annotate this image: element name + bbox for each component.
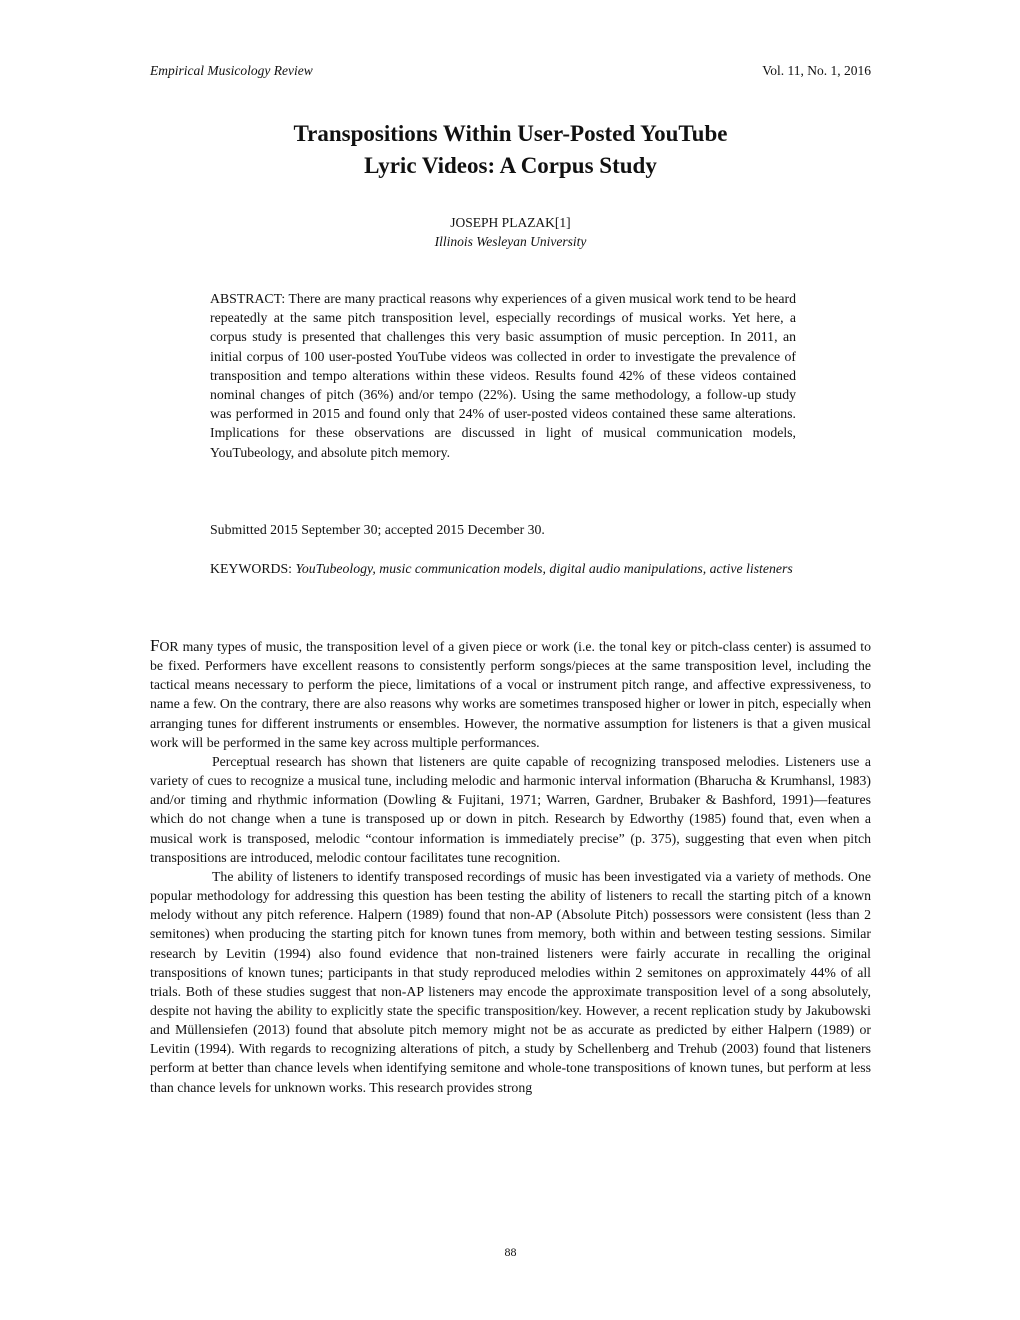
author-name: JOSEPH PLAZAK[1] <box>450 215 571 230</box>
keywords-list: YouTubeology, music communication models, digital audio manipulations, active listeners <box>295 561 793 576</box>
title-line-1: Transpositions Within User-Posted YouTube <box>293 121 728 146</box>
title-line-2: Lyric Videos: A Corpus Study <box>364 153 657 178</box>
submission-dates: Submitted 2015 September 30; accepted 2015 December 30. <box>210 522 545 537</box>
paper-title <box>150 118 871 182</box>
abstract: ABSTRACT: There are many practical reasons why experiences of a given musical work tend to be heard repeatedly at the same pitch transposition level, especially recordings of musical works. Yet here, a corpus study is presented that challenges this very basic assumption of music perception. In 2011, an initial corpus of 100 user-posted YouTube videos was collected in order to investigate the prevalence of transposition and tempo alterations within these videos. Results found 42% of these videos contained nominal changes of pitch (36%) and/or tempo (22%). Using the same methodology, a follow-up study was performed in 2015 and found only that 24% of user-posted videos contained these same alterations. Implications for these observations are discussed in light of musical communication models, YouTubeology, and absolute pitch memory. <box>210 291 796 460</box>
paragraph-1-text: OR many types of music, the transposition level of a given piece or work (i.e. the tonal key or pitch-class center) is assumed to be fixed. Performers have excellent reasons to consistently perform songs/pieces at the same transposition level, including the tactical means necessary to perform the piece, limitations of a vocal or instrument pitch range, and affective expressiveness, to name a few. On the contrary, there are also reasons why works are sometimes transposed higher or lower in pitch, especially when arranging tunes for different instruments or ensembles. However, the normative assumption for listeners is that a given musical work will be performed in the same key across multiple performances. <box>150 639 871 750</box>
paragraph-2: Perceptual research has shown that listeners are quite capable of recognizing transposed melodies. Listeners use a variety of cues to recognize a musical tune, including melodic and harmonic interval information (Bharucha & Krumhansl, 1983) and/or timing and rhythmic information (Dowling & Fujitani, 1971; Warren, Gardner, Brubaker & Bashford, 1991)—features which do not change when a tune is transposed up or down in pitch. Research by Edworthy (1985) found that, even when a musical work is transposed, melodic “contour information is immediately precise” (p. 375), suggesting that even when pitch transpositions are introduced, melodic contour facilitates tune recognition. <box>150 753 871 865</box>
body-text <box>150 636 871 1097</box>
page-number: 88 <box>504 1245 517 1259</box>
running-head <box>150 61 871 81</box>
author-affiliation: Illinois Wesleyan University <box>434 234 587 249</box>
paragraph-3: The ability of listeners to identify transposed recordings of music has been investigated via a variety of methods. One popular methodology for addressing this question has been testing the ability of listeners to recall the starting pitch of a known melody without any pitch reference. Halpern (1989) found that non-AP (Absolute Pitch) possessors were consistent (less than 2 semitones) when producing the starting pitch for known tunes from memory, both within and between testing sessions. Similar research by Levitin (1994) also found evidence that non-trained listeners were fairly accurate in recalling the original transpositions of known tunes; participants in that study reproduced melodies within 2 semitones on approximately 44% of all trials. Both of these studies suggest that non-AP listeners may encode the approximate transposition level of a song absolutely, despite not having the ability to explicitly state the specific transposition/key. However, a recent replication study by Jakubowski and Müllensiefen (2013) found that absolute pitch memory might not be as accurate as predicted by either Halpern (1989) or Levitin (1994). With regards to recognizing alterations of pitch, a study by Schellenberg and Trehub (2003) found that listeners perform at better than chance levels when identifying semitone and whole-tone transpositions of known tunes, but perform at less than chance levels for unknown works. This research provides strong <box>150 868 871 1095</box>
keywords-label: KEYWORDS: <box>210 561 296 576</box>
drop-cap: F <box>150 636 160 655</box>
journal-name: Empirical Musicology Review <box>150 63 313 78</box>
keywords <box>210 559 796 578</box>
volume-info: Vol. 11, No. 1, 2016 <box>762 63 871 78</box>
paragraph-1 <box>150 636 871 752</box>
